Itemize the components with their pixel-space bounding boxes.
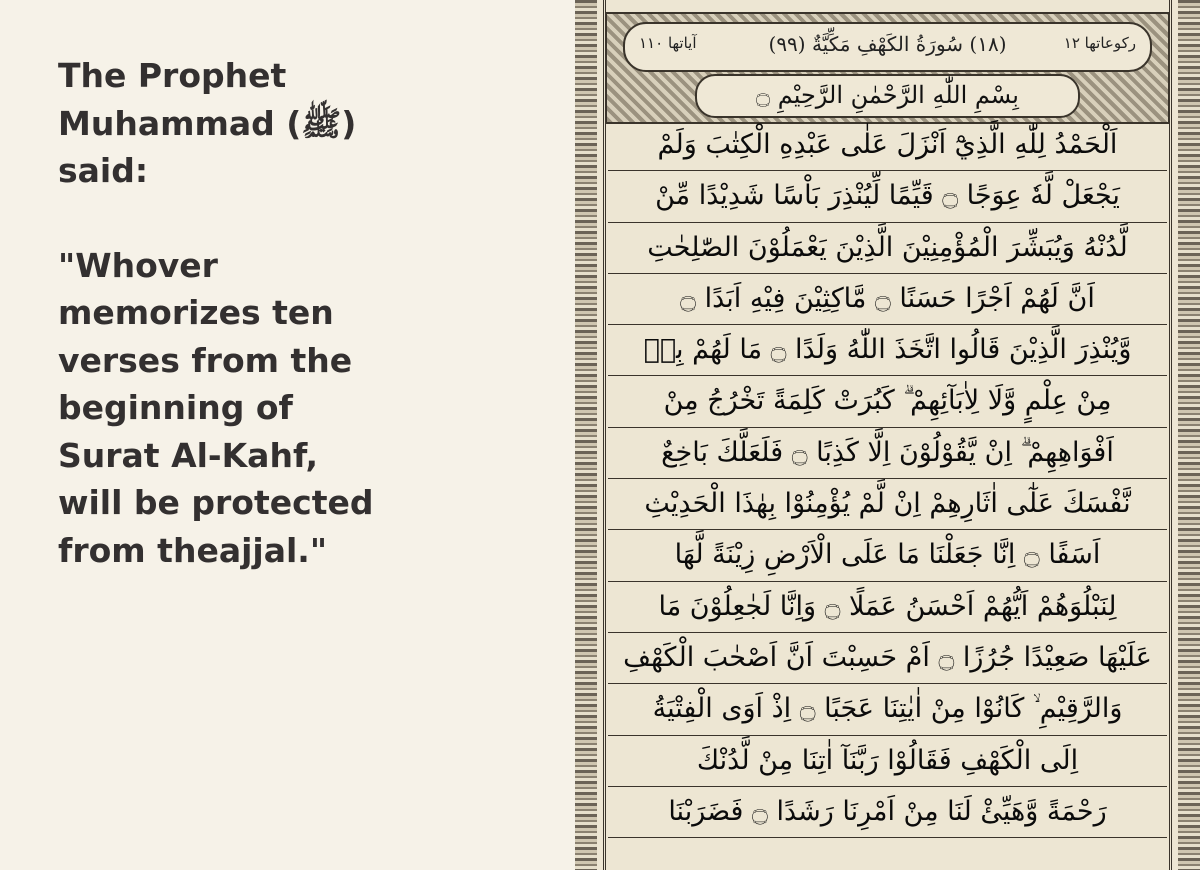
bismillah: بِسْمِ اللّٰهِ الرَّحْمٰنِ الرَّحِيْمِ ۝ — [695, 74, 1080, 118]
verse-line: عَلَيْهَا صَعِيْدًا جُرُزًا ۝ اَمْ حَسِبْتَ اَنَّ اَصْحٰبَ الْكَهْفِ — [608, 633, 1167, 684]
hadith-quote — [58, 52, 558, 574]
quote-line: memorizes ten — [58, 293, 334, 332]
verse-line: وَّيُنْذِرَ الَّذِيْنَ قَالُوا اتَّخَذَ اللّٰهُ وَلَدًا ۝ مَا لَهُمْ بِهٖ — [608, 325, 1167, 376]
quote-line: will be protected — [58, 483, 374, 522]
page-border-ornament — [1178, 0, 1200, 870]
verse-line: يَجْعَلْ لَّهٗ عِوَجًا ۝ قَيِّمًا لِّيُنْذِرَ بَاْسًا شَدِيْدًا مِّنْ — [608, 171, 1167, 222]
verse-line: مِنْ عِلْمٍ وَّلَا لِاٰبَآئِهِمْ ۗ كَبُرَتْ كَلِمَةً تَخْرُجُ مِنْ — [608, 376, 1167, 427]
verse-line: اَلْحَمْدُ لِلّٰهِ الَّذِيْٓ اَنْزَلَ عَلٰى عَبْدِهِ الْكِتٰبَ وَلَمْ — [608, 120, 1167, 171]
ruku-count-label: ركوعاتها ١٢ — [1063, 34, 1136, 52]
quran-page — [575, 0, 1200, 870]
verse-line: وَالرَّقِيْمِ ۙ كَانُوْا مِنْ اٰيٰتِنَا عَجَبًا ۝ اِذْ اَوَى الْفِتْيَةُ — [608, 684, 1167, 735]
quote-line: "Whover — [58, 245, 218, 285]
quote-line: Muhammad (ﷺ) — [58, 103, 357, 143]
verse-line: لَّدُنْهُ وَيُبَشِّرَ الْمُؤْمِنِيْنَ الَّذِيْنَ يَعْمَلُوْنَ الصّٰلِحٰتِ — [608, 223, 1167, 274]
quote-line: verses from the — [58, 340, 353, 380]
verse-count-label: آیاتها ١١٠ — [639, 34, 697, 52]
surah-name: (١٨) سُورَةُ الكَهْفِ مَكِّيَّةٌ (٩٩) — [768, 32, 1007, 56]
verse-lines — [608, 120, 1167, 870]
page-border-ornament — [575, 0, 597, 870]
quote-line: from theajjal." — [58, 530, 328, 570]
quote-spacer — [58, 195, 558, 242]
verse-line: اِلَى الْكَهْفِ فَقَالُوْا رَبَّنَآ اٰتِنَا مِنْ لَّدُنْكَ — [608, 736, 1167, 787]
quote-line: said: — [58, 151, 149, 190]
quote-line: The Prophet — [58, 56, 287, 95]
verse-line: رَحْمَةً وَّهَيِّئْ لَنَا مِنْ اَمْرِنَا رَشَدًا ۝ فَضَرَبْنَا — [608, 787, 1167, 838]
verse-line: نَّفْسَكَ عَلٰٓى اٰثَارِهِمْ اِنْ لَّمْ يُؤْمِنُوْا بِهٰذَا الْحَدِيْثِ — [608, 479, 1167, 530]
verse-line: اَفْوَاهِهِمْ ۗ اِنْ يَّقُوْلُوْنَ اِلَّا كَذِبًا ۝ فَلَعَلَّكَ بَاخِعٌ — [608, 428, 1167, 479]
quote-line: Surat Al-Kahf, — [58, 435, 319, 475]
surah-header — [623, 22, 1152, 72]
verse-line: اَسَفًا ۝ اِنَّا جَعَلْنَا مَا عَلَى الْاَرْضِ زِيْنَةً لَّهَا — [608, 530, 1167, 581]
left-panel — [0, 0, 575, 870]
verse-line: لِنَبْلُوَهُمْ اَيُّهُمْ اَحْسَنُ عَمَلًا ۝ وَاِنَّا لَجٰعِلُوْنَ مَا — [608, 582, 1167, 633]
verse-line: اَنَّ لَهُمْ اَجْرًا حَسَنًا ۝ مَّاكِثِيْنَ فِيْهِ اَبَدًا ۝ — [608, 274, 1167, 325]
quote-line: beginning of — [58, 388, 293, 427]
